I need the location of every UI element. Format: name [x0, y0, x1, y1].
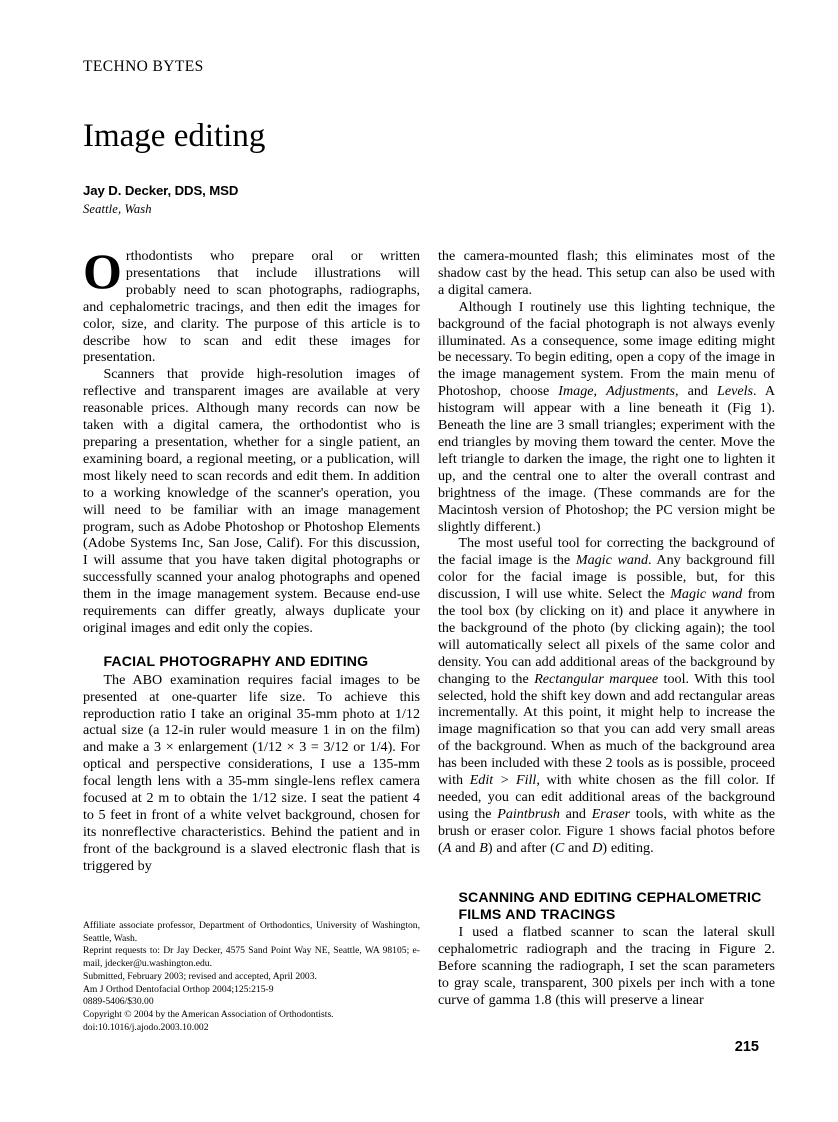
- text-run: Although I routinely use this lighting technique, the background of the facial photograph is not always evenly illuminated. As a consequence, some image editing might be necessary. To begin editing, open a copy of the image in the image management system. From the main menu of Photoshop, choose: [438, 298, 775, 400]
- drop-cap: O: [83, 243, 122, 299]
- footnote-doi: doi:10.1016/j.ajodo.2003.10.002: [83, 1021, 209, 1033]
- text-run: . A histogram will appear with a line beneath it (Fig 1). Beneath the line are 3 small triangles; experiment with the end triangles by moving them toward the center. Move the left triangle to darken the image, the right one to lighten it up, and the central one to alter the overall contrast and brightness of the image. (These commands are for the Macintosh version of Photoshop; the PC version might be slightly different.): [438, 383, 775, 535]
- term-magic-wand: Magic wand: [575, 552, 649, 569]
- author-location: Seattle, Wash: [83, 201, 152, 216]
- text-run: The most useful tool for correcting the background of the facial image is the: [438, 535, 775, 569]
- text-run: and: [559, 805, 592, 822]
- running-head: TECHNO BYTES: [83, 58, 204, 75]
- section-heading-facial-photography: FACIAL PHOTOGRAPHY AND EDITING: [103, 652, 369, 669]
- text-run: tool. With this tool selected, hold the shift key down and add rectangular areas incrementally. At this point, it might help to increase the image magnification so that you can add very small areas of the background. When as much of the background area has been included with these 2 tools as is possible, proceed with: [438, 670, 775, 789]
- text-run: ) and after (: [487, 839, 555, 856]
- figure-label-d: D: [592, 839, 603, 856]
- text-run: and: [564, 839, 593, 856]
- term-paintbrush: Paintbrush: [497, 805, 560, 822]
- figure-label-c: C: [554, 839, 565, 856]
- term-levels: Levels: [717, 383, 754, 400]
- paragraph-abo-examination: The ABO examination requires facial images to be presented at one-quarter life size. To achieve this reproduction ratio I take an original 35-mm photo at 1/12 actual size (a 12-in ruler would measure 1 in on the film) and make a 3 × enlargement (1/12 × 3 = 3/12 or 1/4). For optical and perspective considerations, I use a 135-mm focal length lens with a 35-mm single-lens reflex camera focused at 2 m to obtain the 1/12 size. I seat the patient 4 to 5 feet in front of a white velvet background, chosen for its nonreflective characteristics. Behind the patient and in front of the background is a slaved electronic flash that is triggered by: [83, 671, 420, 874]
- footnote-affiliation: Affiliate associate professor, Department of Orthodontics, University of Washington, Seattle, Wash.: [83, 920, 420, 944]
- text-run: , with white chosen as the fill color. If needed, you can edit additional areas of the background using the: [438, 772, 775, 822]
- figure-label-b: B: [479, 839, 488, 856]
- byline: [83, 182, 483, 218]
- heading-spacer: [438, 857, 775, 889]
- paragraph-opening: [83, 243, 420, 366]
- text-run: ) editing.: [602, 839, 654, 856]
- term-image: Image: [558, 383, 594, 400]
- paragraph-scanners: Scanners that provide high-resolution images of reflective and transparent images are available at very reasonable prices. Although many records can now be taken with a digital camera, the orthodontist who is preparing a presentation, whether for a single patient, an examining board, a regional meeting, or a publication, will most likely need to scan records and edit them. In addition to a working knowledge of the scanner's operation, you will need to be familiar with an image management program, such as Adobe Photoshop or Photoshop Elements (Adobe Systems Inc, San Jose, Calif). For this discussion, I will assume that you have taken digital photographs or successfully scanned your analog photographs and opened them in the image management system. Because end-use requirements can differ greatly, always duplicate your original images and edit only the copies.: [83, 366, 420, 636]
- footnote-reprint-requests: Reprint requests to: Dr Jay Decker, 4575 Sand Point Way NE, Seattle, WA 98105; e-mail, jdecker@u.washington.edu.: [83, 945, 420, 970]
- paragraph-flatbed-scanner: I used a flatbed scanner to scan the lateral skull cephalometric radiograph and the tracing in Figure 2. Before scanning the radiograph, I set the scan parameters to gray scale, transparent, 300 pixels per inch with a tone curve of gamma 1.8 (this will preserve a linear: [438, 924, 775, 1009]
- paragraph-magic-wand: [438, 535, 775, 856]
- page-number: 215: [734, 1039, 759, 1055]
- body-column-left: [83, 243, 420, 875]
- section-heading-scanning-line-2: FILMS AND TRACINGS: [458, 905, 616, 922]
- author-name: Jay D. Decker, DDS, MSD: [83, 183, 239, 198]
- term-rectangular-marquee: Rectangular marquee: [534, 670, 659, 687]
- paragraph-lighting-technique: [438, 299, 775, 536]
- body-column-right: [438, 248, 775, 1009]
- text-run: from the tool box (by clicking on it) and place it anywhere in the background of the photo (by clicking again); the tool will automatically select all pixels of the same color and density. You can add additional areas of the background by changing to the: [438, 586, 776, 687]
- figure-label-a: A: [442, 839, 452, 856]
- footnote-issn: 0889-5406/$30.00: [83, 996, 154, 1008]
- text-run: . Any background fill color for the facial image is possible, but, for this discussion, I will use white. Select the: [438, 552, 775, 603]
- term-eraser: Eraser: [591, 805, 631, 822]
- footnote-copyright: Copyright © 2004 by the American Association of Orthodontists.: [83, 1008, 334, 1020]
- page-title: Image editing: [83, 118, 266, 154]
- text-run: , and: [675, 383, 717, 400]
- section-heading-scanning-line-1: SCANNING AND EDITING CEPHALOMETRIC: [458, 888, 762, 905]
- paragraph-camera-flash: the camera-mounted flash; this eliminates most of the shadow cast by the head. This setup can also be used with a digital camera.: [438, 248, 775, 298]
- text-run: and: [451, 839, 480, 856]
- text-run: ,: [593, 383, 607, 400]
- footnote-block: [83, 920, 420, 1034]
- term-adjustments: Adjustments: [606, 383, 676, 400]
- term-magic-wand-2: Magic wand: [670, 586, 743, 603]
- heading-spacer: [83, 637, 420, 653]
- paragraph-opening-text: rthodontists who prepare oral or written presentations that include illustrations will probably need to scan photographs, radiographs, and cephalometric tracings, and then edit the images for color, size, and clarity. The purpose of this article is to describe how to scan and edit these images for presentation.: [83, 248, 420, 366]
- footnote-submitted: Submitted, February 2003; revised and accepted, April 2003.: [83, 970, 317, 982]
- term-edit-fill: Edit > Fill: [469, 772, 537, 789]
- footnote-citation: Am J Orthod Dentofacial Orthop 2004;125:215-9: [83, 983, 274, 995]
- text-run: tools, with white as the brush or eraser color. Figure 1 shows facial photos before (: [438, 805, 775, 856]
